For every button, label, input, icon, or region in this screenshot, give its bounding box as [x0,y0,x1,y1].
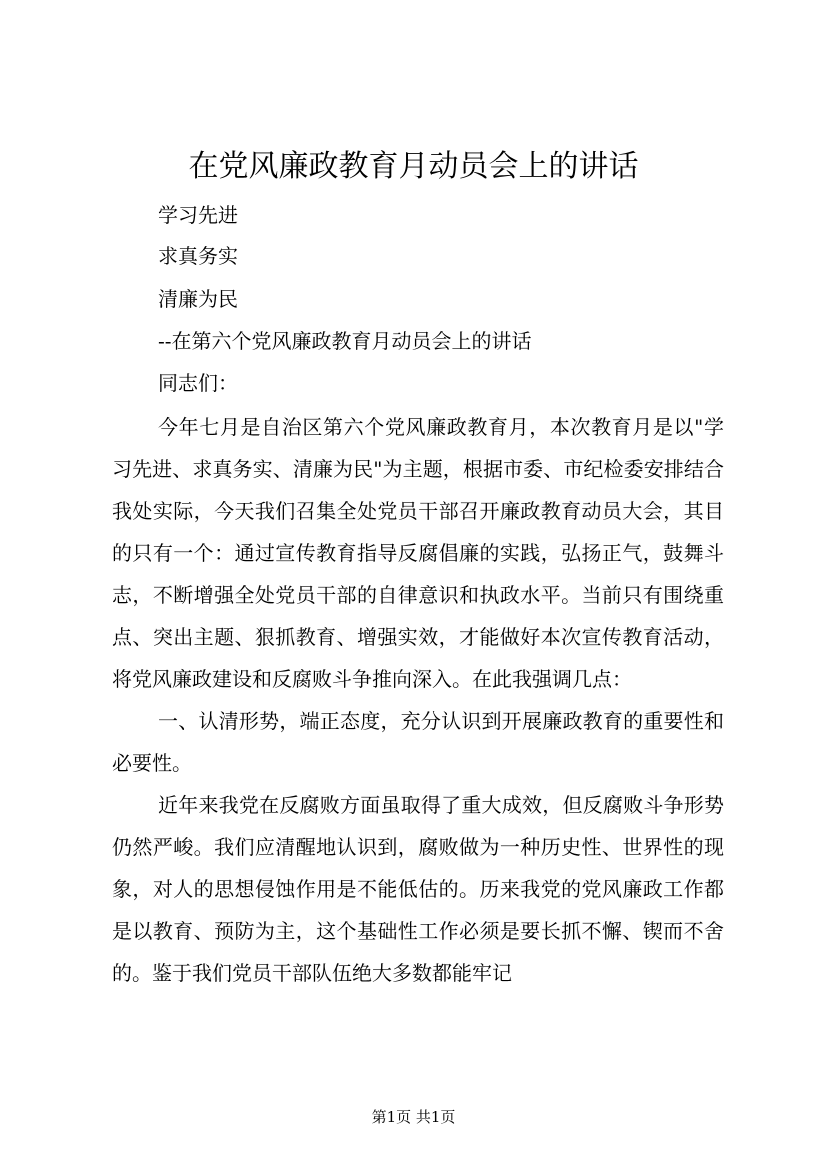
motto-line-3: 清廉为民 [158,287,238,311]
paragraph-heading-1: 一、认清形势，端正态度，充分认识到开展廉政教育的重要性和必要性。 [112,709,724,775]
motto-line-2: 求真务实 [158,244,238,268]
salutation: 同志们： [158,371,238,395]
document-subtitle: --在第六个党风廉政教育月动员会上的讲话 [158,329,532,353]
motto-line-1: 学习先进 [158,203,238,227]
document-body [112,406,724,994]
page-footer: 第1页 共1页 [371,1108,456,1126]
paragraph-situation: 近年来我党在反腐败方面虽取得了重大成效，但反腐败斗争形势仍然严峻。我们应清醒地认识到，腐败做为一种历史性、世界性的现象，对人的思想侵蚀作用是不能低估的。历来我党的党风廉政工作都是以教育、预防为主，这个基础性工作必须是要长抓不懈、锲而不舍的。鉴于我们党员干部队伍绝大多数都能牢记 [112,793,724,985]
paragraph-intro: 今年七月是自治区第六个党风廉政教育月，本次教育月是以"学习先进、求真务实、清廉为民"为主题，根据市委、市纪检委安排结合我处实际，今天我们召集全处党员干部召开廉政教育动员大会，其目的只有一个：通过宣传教育指导反腐倡廉的实践，弘扬正气，鼓舞斗志，不断增强全处党员干部的自律意识和执政水平。当前只有围绕重点、突出主题、狠抓教育、增强实效，才能做好本次宣传教育活动，将党风廉政建设和反腐败斗争推向深入。在此我强调几点： [112,415,724,691]
document-title: 在党风廉政教育月动员会上的讲话 [188,149,639,184]
